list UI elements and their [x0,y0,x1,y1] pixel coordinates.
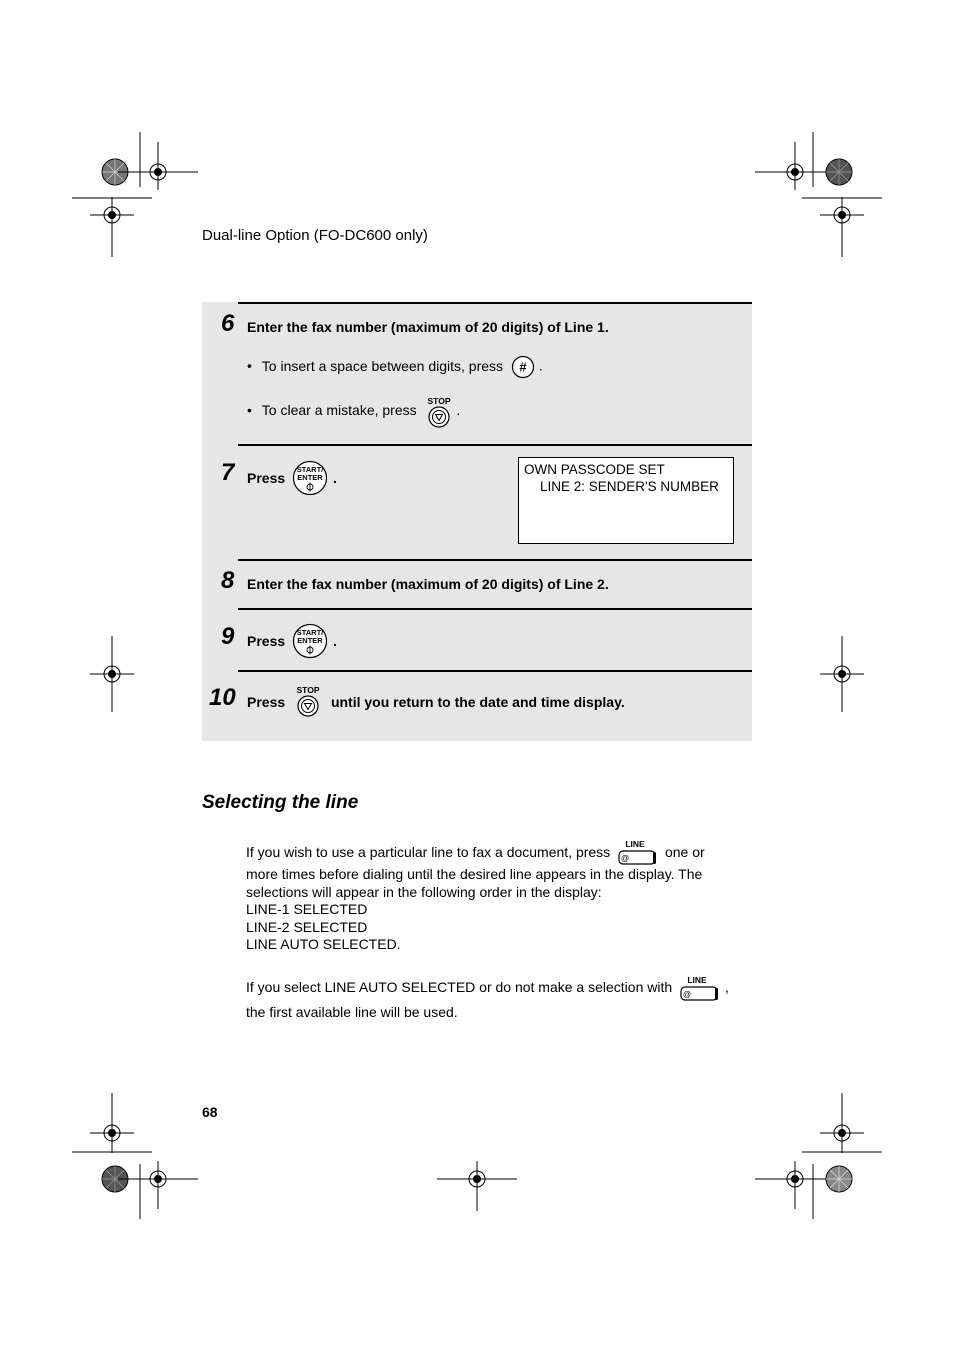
bullet-space-text: To insert a space between digits, press [261,357,504,374]
svg-text:STOP: STOP [427,396,451,406]
step-number: 6 [221,310,235,337]
crosshair-mark [802,634,882,714]
step-6-instruction: Enter the fax number (maximum of 20 digits) of Line 1. [247,319,609,335]
p1-text-post: one or [664,844,705,860]
step-divider [238,444,752,446]
bullet-clear-text: To clear a mistake, press [261,402,417,418]
bullet-dot: • [247,357,252,374]
svg-text:#: # [519,359,527,375]
svg-text:@: @ [621,854,630,863]
start-enter-key-icon [291,623,329,659]
running-header: Dual-line Option (FO-DC600 only) [202,227,428,244]
crosshair-mark [437,1139,517,1219]
stop-key-icon [293,684,323,718]
step-number: 10 [209,684,236,711]
p1-text-pre: If you wish to use a particular line to fax a document, press [246,844,611,860]
p2-text-pre: If you select LINE AUTO SELECTED or do not make a selection with [246,979,673,995]
paragraph-1-line-3: selections will appear in the following order in the display: [246,883,602,900]
display-line-1: OWN PASSCODE SET [524,462,665,477]
p2-text-post: , [724,979,729,995]
period: . [332,633,337,649]
paragraph-2-line-1 [246,974,756,1004]
lcd-display-box [518,457,734,544]
hash-key-icon [511,355,535,379]
step-9-instruction [247,623,337,659]
press-label: Press [247,694,286,710]
svg-text:ENTER: ENTER [297,473,323,482]
registration-mark-bottom-right-outer [799,1139,879,1219]
step-divider [238,608,752,610]
page-number: 68 [202,1104,218,1120]
paragraph-1-line-2: more times before dialing until the desired line appears in the display. The [246,866,703,882]
step-divider [238,559,752,561]
paragraph-1-line-1 [246,838,746,866]
line-key-icon [617,838,659,866]
stop-key-icon [425,395,453,429]
svg-text:ENTER: ENTER [297,636,323,645]
press-label: Press [247,470,286,486]
step-10-instruction [247,684,625,720]
press-label: Press [247,633,286,649]
crosshair-mark [72,177,152,257]
section-paragraph-2 [246,974,756,1022]
step-10-tail: until you return to the date and time display. [330,694,625,710]
svg-text:@: @ [682,990,692,999]
step-7-instruction [247,460,337,496]
step-divider [238,670,752,672]
bullet-space [247,355,543,379]
period: . [332,470,337,486]
crosshair-mark [802,177,882,257]
paragraph-2-line-2: the first available line will be used. [246,1004,458,1020]
step-number: 7 [221,459,235,486]
svg-text:LINE: LINE [687,975,707,985]
start-enter-key-icon [291,460,329,496]
line-option: LINE-1 SELECTED [246,901,368,917]
svg-text:START/: START/ [296,628,324,637]
crosshair-mark [118,1139,198,1219]
section-paragraph-1 [246,838,746,954]
step-divider [238,302,752,304]
bullet-space-period: . [538,357,543,374]
svg-text:STOP: STOP [296,685,320,695]
line-key-icon [679,974,721,1004]
crosshair-mark [72,634,152,714]
step-8-instruction: Enter the fax number (maximum of 20 digits) of Line 2. [247,576,609,592]
step-number: 9 [221,623,235,650]
bullet-clear [247,395,460,429]
line-option: LINE AUTO SELECTED. [246,936,401,952]
svg-text:START/: START/ [296,465,324,474]
svg-text:LINE: LINE [625,839,645,849]
step-number: 8 [221,567,235,594]
bullet-clear-period: . [456,402,461,418]
section-title: Selecting the line [202,792,359,813]
display-line-2: LINE 2: SENDER'S NUMBER [540,479,719,494]
bullet-dot: • [247,402,252,418]
line-option: LINE-2 SELECTED [246,918,368,935]
